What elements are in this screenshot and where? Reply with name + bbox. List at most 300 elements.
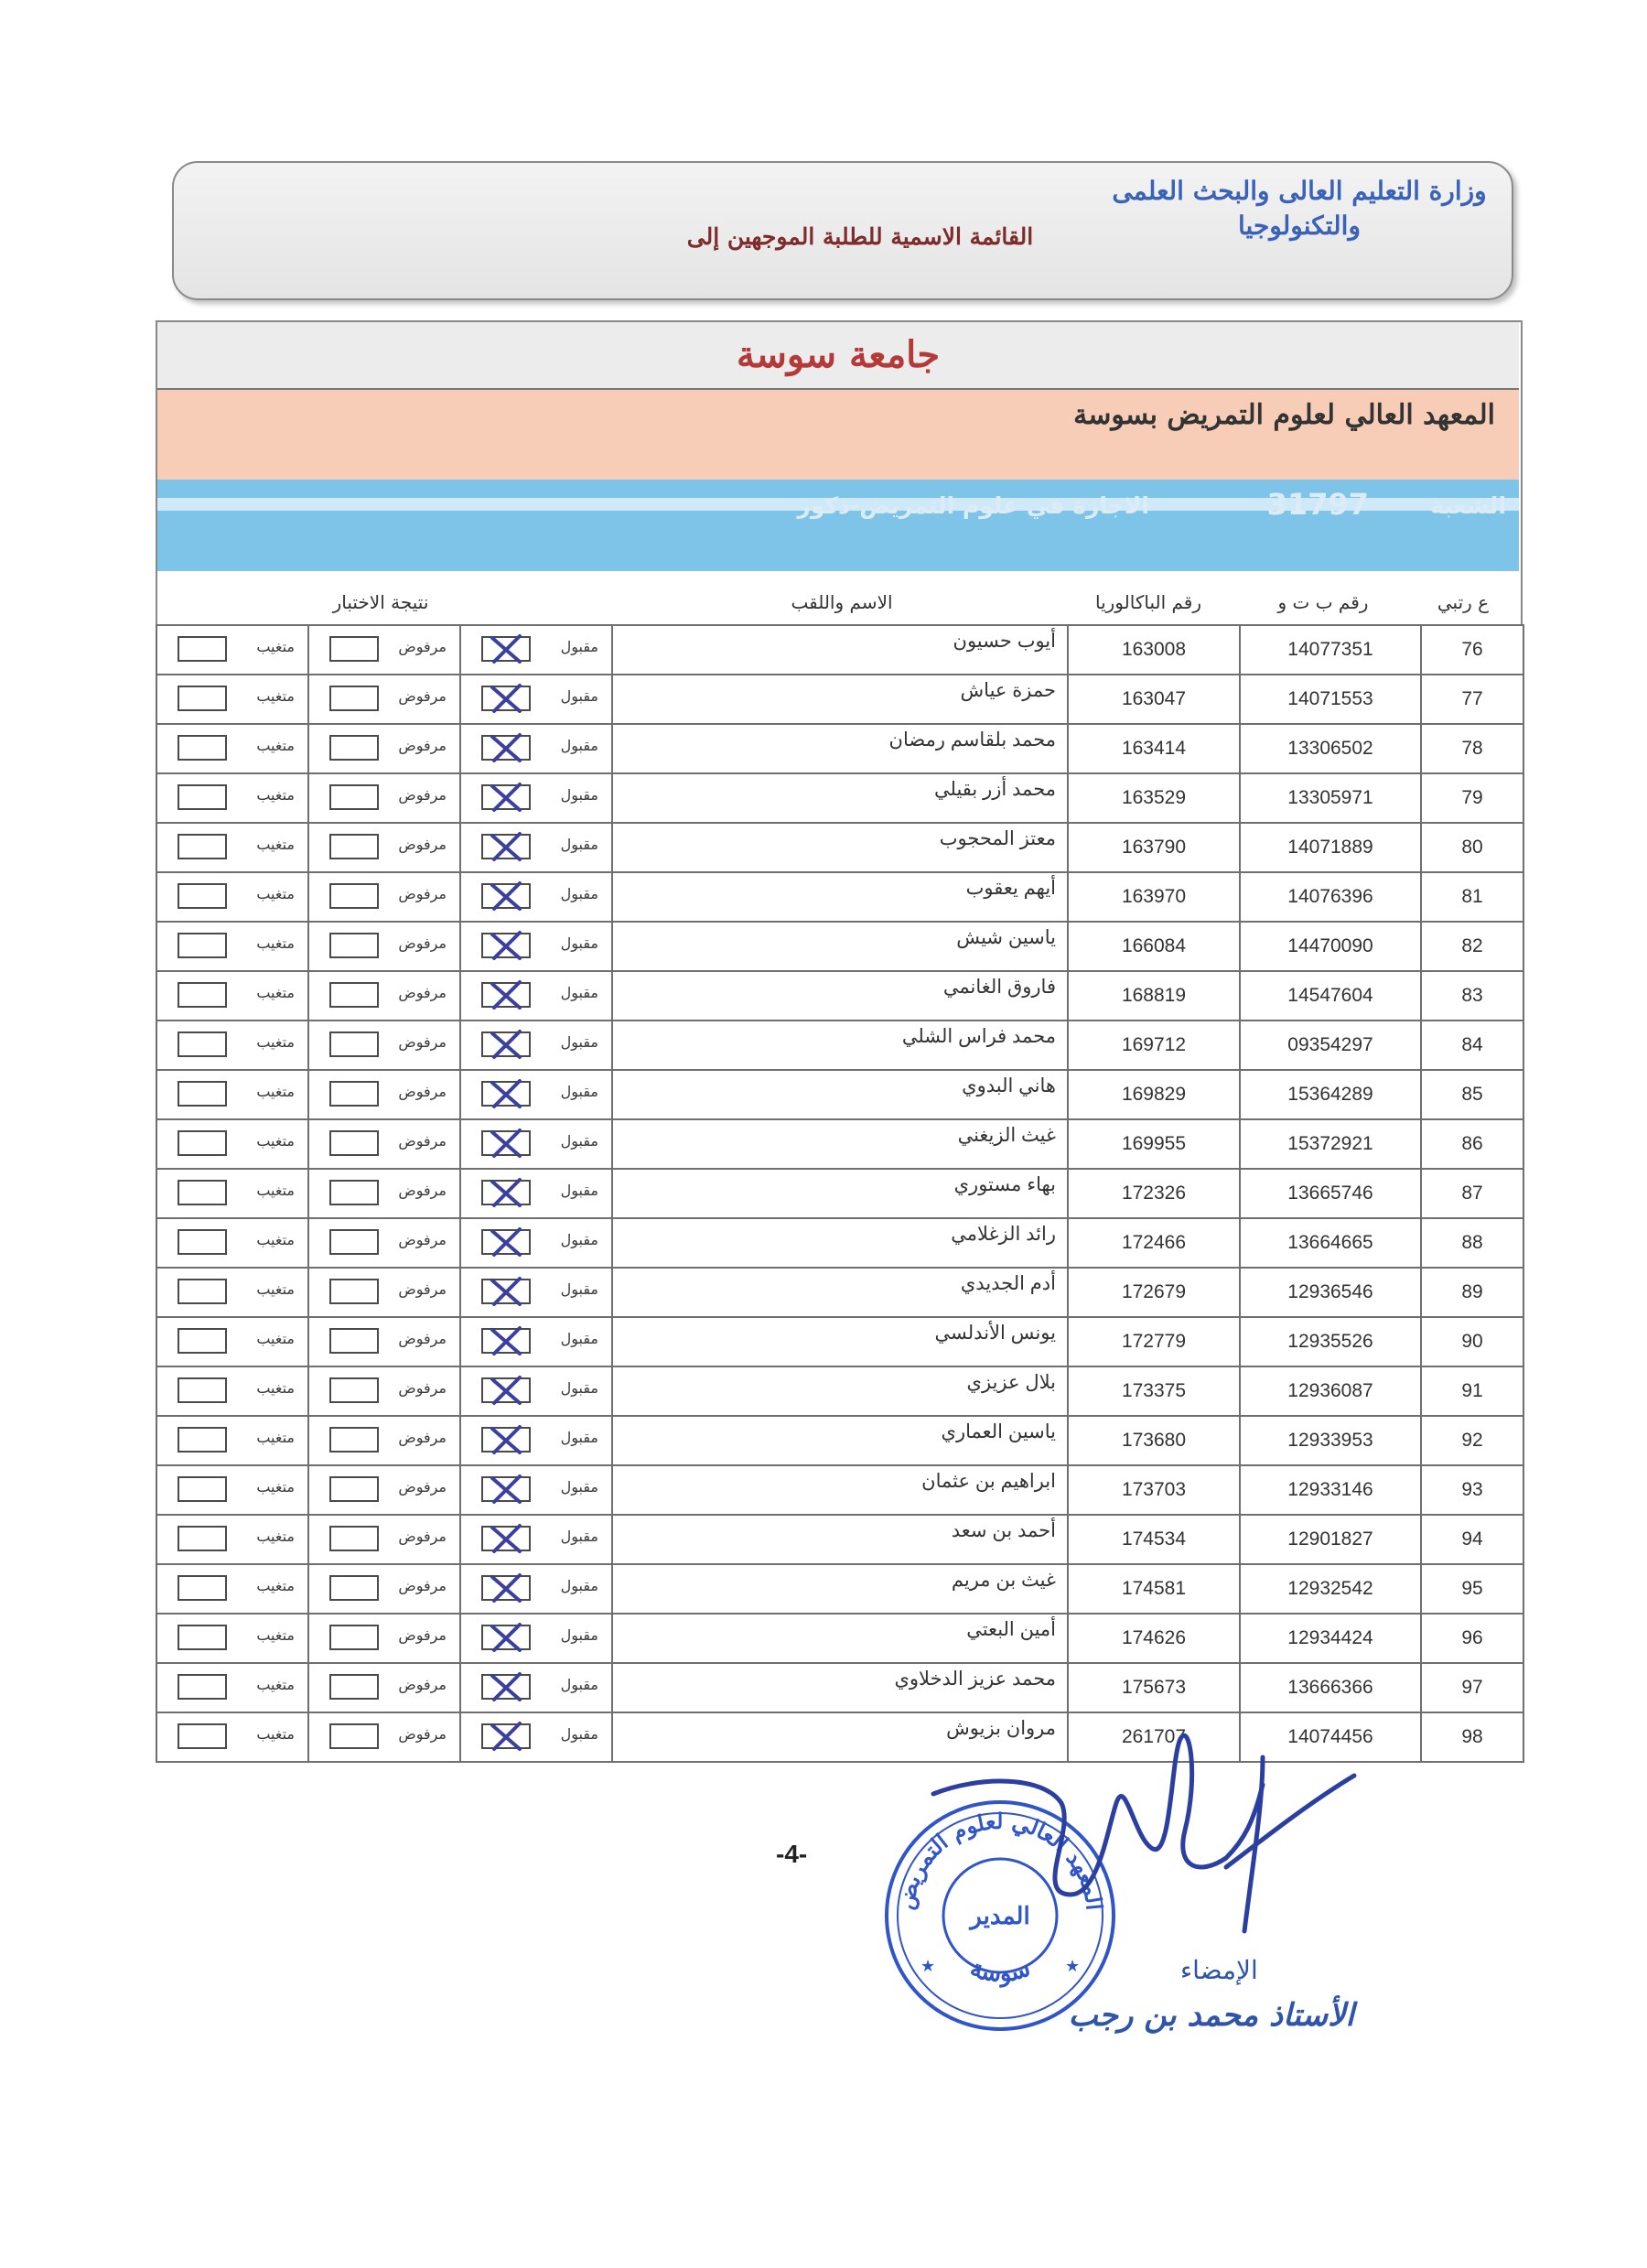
result-accepted-cell bbox=[460, 625, 612, 675]
x-mark-icon bbox=[489, 1374, 525, 1407]
result-rejected-label: مرفوض bbox=[398, 934, 447, 952]
result-accepted-label: مقبول bbox=[560, 687, 598, 705]
rank-cell: 84 bbox=[1421, 1021, 1523, 1070]
result-accepted-checkbox[interactable] bbox=[481, 686, 531, 711]
bac-number-cell: 175673 bbox=[1068, 1663, 1240, 1712]
national-id-cell: 12935526 bbox=[1240, 1317, 1421, 1366]
result-accepted-cell bbox=[460, 922, 612, 971]
x-mark-icon bbox=[489, 1127, 525, 1160]
student-name-cell: أمين البعتي bbox=[612, 1614, 1068, 1663]
x-mark-icon bbox=[489, 632, 525, 665]
student-name-cell: محمد بلقاسم رمضان bbox=[612, 724, 1068, 773]
rank-cell: 80 bbox=[1421, 823, 1523, 872]
result-absent-checkbox[interactable] bbox=[178, 784, 227, 810]
national-id-cell: 12933146 bbox=[1240, 1465, 1421, 1515]
result-absent-checkbox[interactable] bbox=[178, 1081, 227, 1107]
student-name-cell: غيث بن مريم bbox=[612, 1564, 1068, 1614]
result-rejected-cell bbox=[308, 1169, 460, 1218]
result-rejected-checkbox[interactable] bbox=[329, 1526, 379, 1551]
x-mark-icon bbox=[489, 1423, 525, 1456]
list-title: القائمة الاسمية للطلبة الموجهين إلى bbox=[686, 223, 1034, 250]
x-mark-icon bbox=[489, 1028, 525, 1061]
result-rejected-cell bbox=[308, 773, 460, 823]
result-rejected-checkbox[interactable] bbox=[329, 636, 379, 662]
student-name-cell: مروان بزيوش bbox=[612, 1712, 1068, 1762]
result-absent-cell bbox=[156, 1515, 308, 1564]
rank-cell: 97 bbox=[1421, 1663, 1523, 1712]
result-accepted-checkbox[interactable] bbox=[481, 1031, 531, 1057]
result-rejected-label: مرفوض bbox=[398, 1231, 447, 1248]
result-absent-label: متغيب bbox=[256, 934, 295, 952]
national-id-cell: 14071553 bbox=[1240, 675, 1421, 724]
result-accepted-checkbox[interactable] bbox=[481, 1081, 531, 1107]
bac-number-cell: 172679 bbox=[1068, 1268, 1240, 1317]
rank-cell: 98 bbox=[1421, 1712, 1523, 1762]
rank-cell: 78 bbox=[1421, 724, 1523, 773]
result-accepted-cell bbox=[460, 1218, 612, 1268]
student-name-cell: أدم الجديدي bbox=[612, 1268, 1068, 1317]
result-accepted-cell bbox=[460, 1614, 612, 1663]
result-rejected-checkbox[interactable] bbox=[329, 933, 379, 958]
branch-band bbox=[157, 480, 1519, 571]
branch-row bbox=[774, 485, 1506, 522]
x-mark-icon bbox=[489, 929, 525, 962]
result-rejected-checkbox[interactable] bbox=[329, 735, 379, 761]
result-rejected-label: مرفوض bbox=[398, 1083, 447, 1100]
result-absent-label: متغيب bbox=[256, 1182, 295, 1199]
result-absent-checkbox[interactable] bbox=[178, 1674, 227, 1700]
result-absent-checkbox[interactable] bbox=[178, 1427, 227, 1453]
result-rejected-checkbox[interactable] bbox=[329, 1328, 379, 1354]
result-absent-label: متغيب bbox=[256, 885, 295, 902]
result-absent-cell bbox=[156, 1119, 308, 1169]
result-accepted-checkbox[interactable] bbox=[481, 1377, 531, 1403]
institute-band bbox=[157, 390, 1519, 480]
column-header-result: نتيجة الاختبار bbox=[332, 591, 429, 613]
table-row bbox=[156, 1564, 1523, 1614]
result-absent-checkbox[interactable] bbox=[178, 982, 227, 1008]
student-name-cell: أيوب حسيون bbox=[612, 625, 1068, 675]
result-rejected-checkbox[interactable] bbox=[329, 1723, 379, 1749]
result-absent-label: متغيب bbox=[256, 1330, 295, 1347]
result-absent-label: متغيب bbox=[256, 737, 295, 754]
result-rejected-label: مرفوض bbox=[398, 1182, 447, 1199]
stamp-text-top: المعهد العالي لعلوم التمريض bbox=[891, 1807, 1108, 1912]
result-rejected-label: مرفوض bbox=[398, 1528, 447, 1545]
result-accepted-label: مقبول bbox=[560, 737, 598, 754]
result-accepted-cell bbox=[460, 773, 612, 823]
table-row bbox=[156, 1366, 1523, 1416]
result-rejected-cell bbox=[308, 1218, 460, 1268]
result-rejected-checkbox[interactable] bbox=[329, 1427, 379, 1453]
rank-cell: 88 bbox=[1421, 1218, 1523, 1268]
result-absent-cell bbox=[156, 1268, 308, 1317]
result-accepted-cell bbox=[460, 872, 612, 922]
national-id-cell: 13666366 bbox=[1240, 1663, 1421, 1712]
result-absent-checkbox[interactable] bbox=[178, 1476, 227, 1502]
x-mark-icon bbox=[489, 1324, 525, 1357]
result-accepted-checkbox[interactable] bbox=[481, 1279, 531, 1304]
bac-number-cell: 173680 bbox=[1068, 1416, 1240, 1465]
result-absent-cell bbox=[156, 1021, 308, 1070]
result-accepted-label: مقبول bbox=[560, 1577, 598, 1594]
student-name-cell: محمد أزر بقيلي bbox=[612, 773, 1068, 823]
result-rejected-checkbox[interactable] bbox=[329, 1229, 379, 1255]
result-accepted-label: مقبول bbox=[560, 1626, 598, 1644]
rank-cell: 92 bbox=[1421, 1416, 1523, 1465]
result-rejected-cell bbox=[308, 1564, 460, 1614]
student-name-cell: أحمد بن سعد bbox=[612, 1515, 1068, 1564]
stamp-text-bottom: سوسة bbox=[966, 1954, 1034, 1989]
student-name-cell: يونس الأندلسي bbox=[612, 1317, 1068, 1366]
result-accepted-label: مقبول bbox=[560, 885, 598, 902]
result-rejected-cell bbox=[308, 1416, 460, 1465]
result-absent-label: متغيب bbox=[256, 1132, 295, 1150]
result-absent-label: متغيب bbox=[256, 1528, 295, 1545]
x-mark-icon bbox=[489, 1473, 525, 1506]
result-rejected-cell bbox=[308, 625, 460, 675]
national-id-cell: 12901827 bbox=[1240, 1515, 1421, 1564]
result-absent-label: متغيب bbox=[256, 1478, 295, 1496]
result-accepted-cell bbox=[460, 1070, 612, 1119]
result-absent-cell bbox=[156, 1070, 308, 1119]
result-rejected-checkbox[interactable] bbox=[329, 1180, 379, 1205]
result-accepted-checkbox[interactable] bbox=[481, 1229, 531, 1255]
result-absent-cell bbox=[156, 1712, 308, 1762]
result-absent-label: متغيب bbox=[256, 836, 295, 853]
result-rejected-cell bbox=[308, 1268, 460, 1317]
result-absent-label: متغيب bbox=[256, 786, 295, 804]
result-absent-checkbox[interactable] bbox=[178, 735, 227, 761]
result-rejected-label: مرفوض bbox=[398, 1330, 447, 1347]
rank-cell: 77 bbox=[1421, 675, 1523, 724]
result-accepted-checkbox[interactable] bbox=[481, 1575, 531, 1601]
national-id-cell: 14071889 bbox=[1240, 823, 1421, 872]
student-name-cell: ياسين شيش bbox=[612, 922, 1068, 971]
x-mark-icon bbox=[489, 731, 525, 764]
result-absent-cell bbox=[156, 922, 308, 971]
result-absent-label: متغيب bbox=[256, 1429, 295, 1446]
result-accepted-checkbox[interactable] bbox=[481, 1625, 531, 1650]
result-accepted-checkbox[interactable] bbox=[481, 1674, 531, 1700]
branch-code: 31797 bbox=[1266, 487, 1369, 522]
result-absent-label: متغيب bbox=[256, 984, 295, 1001]
result-absent-checkbox[interactable] bbox=[178, 1625, 227, 1650]
result-rejected-label: مرفوض bbox=[398, 836, 447, 853]
table-row bbox=[156, 625, 1523, 675]
result-accepted-checkbox[interactable] bbox=[481, 1130, 531, 1156]
result-absent-cell bbox=[156, 823, 308, 872]
bac-number-cell: 163414 bbox=[1068, 724, 1240, 773]
ministry-line-2: والتكنولوجيا bbox=[1238, 211, 1361, 241]
result-rejected-checkbox[interactable] bbox=[329, 686, 379, 711]
bac-number-cell: 261707 bbox=[1068, 1712, 1240, 1762]
national-id-cell: 12936087 bbox=[1240, 1366, 1421, 1416]
branch-label: الشعبة bbox=[1430, 492, 1506, 519]
result-absent-checkbox[interactable] bbox=[178, 636, 227, 662]
result-rejected-checkbox[interactable] bbox=[329, 1279, 379, 1304]
national-id-cell: 14547604 bbox=[1240, 971, 1421, 1021]
table-row bbox=[156, 922, 1523, 971]
x-mark-icon bbox=[489, 1670, 525, 1703]
result-accepted-label: مقبول bbox=[560, 1676, 598, 1693]
table-row bbox=[156, 1614, 1523, 1663]
national-id-cell: 15364289 bbox=[1240, 1070, 1421, 1119]
result-accepted-checkbox[interactable] bbox=[481, 1723, 531, 1749]
result-accepted-label: مقبول bbox=[560, 1429, 598, 1446]
table-row bbox=[156, 773, 1523, 823]
result-accepted-checkbox[interactable] bbox=[481, 1180, 531, 1205]
table-row bbox=[156, 971, 1523, 1021]
x-mark-icon bbox=[489, 781, 525, 814]
result-absent-checkbox[interactable] bbox=[178, 1377, 227, 1403]
result-accepted-checkbox[interactable] bbox=[481, 834, 531, 859]
bac-number-cell: 166084 bbox=[1068, 922, 1240, 971]
student-name-cell: ابراهيم بن عثمان bbox=[612, 1465, 1068, 1515]
result-absent-cell bbox=[156, 872, 308, 922]
table-row bbox=[156, 1317, 1523, 1366]
result-rejected-checkbox[interactable] bbox=[329, 1625, 379, 1650]
result-rejected-cell bbox=[308, 1614, 460, 1663]
result-accepted-checkbox[interactable] bbox=[481, 1526, 531, 1551]
result-absent-label: متغيب bbox=[256, 1676, 295, 1693]
result-rejected-checkbox[interactable] bbox=[329, 784, 379, 810]
result-accepted-cell bbox=[460, 971, 612, 1021]
national-id-cell: 14077351 bbox=[1240, 625, 1421, 675]
result-absent-cell bbox=[156, 1416, 308, 1465]
result-rejected-checkbox[interactable] bbox=[329, 1031, 379, 1057]
ministry-line-1: وزارة التعليم العالى والبحث العلمى bbox=[1112, 176, 1487, 206]
result-rejected-label: مرفوض bbox=[398, 984, 447, 1001]
bac-number-cell: 173375 bbox=[1068, 1366, 1240, 1416]
result-rejected-cell bbox=[308, 971, 460, 1021]
result-accepted-label: مقبول bbox=[560, 1379, 598, 1397]
result-rejected-checkbox[interactable] bbox=[329, 982, 379, 1008]
result-accepted-checkbox[interactable] bbox=[481, 1476, 531, 1502]
result-absent-cell bbox=[156, 1465, 308, 1515]
rank-cell: 87 bbox=[1421, 1169, 1523, 1218]
svg-text:★: ★ bbox=[920, 1957, 936, 1976]
result-absent-cell bbox=[156, 1564, 308, 1614]
result-rejected-cell bbox=[308, 724, 460, 773]
student-name-cell: أيهم يعقوب bbox=[612, 872, 1068, 922]
result-accepted-checkbox[interactable] bbox=[481, 883, 531, 909]
bac-number-cell: 172779 bbox=[1068, 1317, 1240, 1366]
result-absent-cell bbox=[156, 1317, 308, 1366]
table-row bbox=[156, 675, 1523, 724]
header-box bbox=[172, 161, 1513, 300]
result-accepted-checkbox[interactable] bbox=[481, 636, 531, 662]
result-accepted-checkbox[interactable] bbox=[481, 735, 531, 761]
result-rejected-checkbox[interactable] bbox=[329, 1081, 379, 1107]
rank-cell: 83 bbox=[1421, 971, 1523, 1021]
institute-name: المعهد العالي لعلوم التمريض بسوسة bbox=[1073, 399, 1495, 431]
national-id-cell: 09354297 bbox=[1240, 1021, 1421, 1070]
bac-number-cell: 163790 bbox=[1068, 823, 1240, 872]
result-accepted-cell bbox=[460, 1564, 612, 1614]
table-row bbox=[156, 823, 1523, 872]
table-row bbox=[156, 1663, 1523, 1712]
x-mark-icon bbox=[489, 1226, 525, 1258]
rank-cell: 94 bbox=[1421, 1515, 1523, 1564]
result-absent-cell bbox=[156, 1218, 308, 1268]
result-accepted-label: مقبول bbox=[560, 1083, 598, 1100]
column-header-bac-number: رقم الباكالوريا bbox=[1094, 591, 1202, 613]
result-rejected-label: مرفوض bbox=[398, 1379, 447, 1397]
result-accepted-label: مقبول bbox=[560, 638, 598, 655]
national-id-cell: 14470090 bbox=[1240, 922, 1421, 971]
result-absent-checkbox[interactable] bbox=[178, 1130, 227, 1156]
result-rejected-label: مرفوض bbox=[398, 638, 447, 655]
branch-name: الاجازة في علوم التمريض-ذكور bbox=[797, 492, 1149, 519]
result-accepted-checkbox[interactable] bbox=[481, 933, 531, 958]
bac-number-cell: 163047 bbox=[1068, 675, 1240, 724]
result-accepted-checkbox[interactable] bbox=[481, 1328, 531, 1354]
student-name-cell: بلال عزيزي bbox=[612, 1366, 1068, 1416]
result-absent-checkbox[interactable] bbox=[178, 1279, 227, 1304]
rank-cell: 81 bbox=[1421, 872, 1523, 922]
column-header-rank: ع رتبي bbox=[1437, 591, 1490, 613]
national-id-cell: 13665746 bbox=[1240, 1169, 1421, 1218]
result-accepted-label: مقبول bbox=[560, 1725, 598, 1743]
x-mark-icon bbox=[489, 1275, 525, 1308]
result-accepted-label: مقبول bbox=[560, 1033, 598, 1051]
result-absent-checkbox[interactable] bbox=[178, 883, 227, 909]
result-rejected-cell bbox=[308, 1465, 460, 1515]
result-rejected-checkbox[interactable] bbox=[329, 1476, 379, 1502]
national-id-cell: 12934424 bbox=[1240, 1614, 1421, 1663]
result-accepted-cell bbox=[460, 1366, 612, 1416]
result-accepted-cell bbox=[460, 1169, 612, 1218]
result-absent-cell bbox=[156, 1614, 308, 1663]
bac-number-cell: 163008 bbox=[1068, 625, 1240, 675]
result-rejected-label: مرفوض bbox=[398, 1280, 447, 1298]
national-id-cell: 12936546 bbox=[1240, 1268, 1421, 1317]
bac-number-cell: 174534 bbox=[1068, 1515, 1240, 1564]
result-accepted-label: مقبول bbox=[560, 786, 598, 804]
bac-number-cell: 169829 bbox=[1068, 1070, 1240, 1119]
national-id-cell: 12933953 bbox=[1240, 1416, 1421, 1465]
svg-text:★: ★ bbox=[1065, 1957, 1081, 1976]
x-mark-icon bbox=[489, 1176, 525, 1209]
x-mark-icon bbox=[489, 1077, 525, 1110]
result-rejected-label: مرفوض bbox=[398, 1132, 447, 1150]
result-accepted-checkbox[interactable] bbox=[481, 982, 531, 1008]
result-absent-cell bbox=[156, 724, 308, 773]
student-name-cell: ياسين العماري bbox=[612, 1416, 1068, 1465]
x-mark-icon bbox=[489, 1621, 525, 1654]
bac-number-cell: 172466 bbox=[1068, 1218, 1240, 1268]
column-header-name: الاسم واللقب bbox=[791, 591, 893, 613]
rank-cell: 76 bbox=[1421, 625, 1523, 675]
result-absent-checkbox[interactable] bbox=[178, 1031, 227, 1057]
result-accepted-label: مقبول bbox=[560, 1280, 598, 1298]
result-accepted-cell bbox=[460, 724, 612, 773]
result-absent-label: متغيب bbox=[256, 1577, 295, 1594]
result-absent-checkbox[interactable] bbox=[178, 1180, 227, 1205]
result-absent-checkbox[interactable] bbox=[178, 933, 227, 958]
result-accepted-cell bbox=[460, 823, 612, 872]
rank-cell: 89 bbox=[1421, 1268, 1523, 1317]
svg-text:سوسة bbox=[966, 1954, 1034, 1988]
result-absent-label: متغيب bbox=[256, 1725, 295, 1743]
result-rejected-cell bbox=[308, 922, 460, 971]
rank-cell: 95 bbox=[1421, 1564, 1523, 1614]
result-absent-checkbox[interactable] bbox=[178, 686, 227, 711]
result-accepted-label: مقبول bbox=[560, 836, 598, 853]
result-rejected-cell bbox=[308, 823, 460, 872]
result-absent-cell bbox=[156, 675, 308, 724]
result-rejected-checkbox[interactable] bbox=[329, 834, 379, 859]
result-rejected-label: مرفوض bbox=[398, 1577, 447, 1594]
result-absent-label: متغيب bbox=[256, 1231, 295, 1248]
result-absent-checkbox[interactable] bbox=[178, 1723, 227, 1749]
students-table bbox=[156, 624, 1524, 1763]
x-mark-icon bbox=[489, 880, 525, 913]
national-id-cell: 13306502 bbox=[1240, 724, 1421, 773]
result-rejected-checkbox[interactable] bbox=[329, 883, 379, 909]
national-id-cell: 15372921 bbox=[1240, 1119, 1421, 1169]
result-accepted-checkbox[interactable] bbox=[481, 784, 531, 810]
student-name-cell: فاروق الغانمي bbox=[612, 971, 1068, 1021]
result-absent-label: متغيب bbox=[256, 1033, 295, 1051]
result-rejected-label: مرفوض bbox=[398, 1725, 447, 1743]
result-absent-checkbox[interactable] bbox=[178, 1575, 227, 1601]
result-absent-checkbox[interactable] bbox=[178, 1526, 227, 1551]
result-accepted-label: مقبول bbox=[560, 984, 598, 1001]
result-rejected-cell bbox=[308, 1663, 460, 1712]
student-name-cell: رائد الزغلامي bbox=[612, 1218, 1068, 1268]
result-rejected-cell bbox=[308, 1317, 460, 1366]
result-rejected-checkbox[interactable] bbox=[329, 1575, 379, 1601]
result-accepted-cell bbox=[460, 1119, 612, 1169]
table-row bbox=[156, 1268, 1523, 1317]
result-rejected-label: مرفوض bbox=[398, 1478, 447, 1496]
page-number: -4- bbox=[776, 1840, 808, 1868]
bac-number-cell: 169955 bbox=[1068, 1119, 1240, 1169]
result-absent-checkbox[interactable] bbox=[178, 1229, 227, 1255]
result-rejected-checkbox[interactable] bbox=[329, 1130, 379, 1156]
result-rejected-label: مرفوض bbox=[398, 786, 447, 804]
university-name: جامعة سوسة bbox=[157, 322, 1519, 390]
stamp-text-center: المدير bbox=[970, 1903, 1030, 1930]
table-row bbox=[156, 1119, 1523, 1169]
result-accepted-cell bbox=[460, 1712, 612, 1762]
director-name: الأستاذ محمد بن رجب bbox=[1068, 1997, 1354, 2034]
result-absent-checkbox[interactable] bbox=[178, 1328, 227, 1354]
bac-number-cell: 174581 bbox=[1068, 1564, 1240, 1614]
result-rejected-label: مرفوض bbox=[398, 687, 447, 705]
result-absent-checkbox[interactable] bbox=[178, 834, 227, 859]
table-row bbox=[156, 1070, 1523, 1119]
result-absent-cell bbox=[156, 625, 308, 675]
x-mark-icon bbox=[489, 830, 525, 863]
result-accepted-checkbox[interactable] bbox=[481, 1427, 531, 1453]
table-row bbox=[156, 1169, 1523, 1218]
result-rejected-checkbox[interactable] bbox=[329, 1674, 379, 1700]
result-rejected-cell bbox=[308, 1119, 460, 1169]
result-absent-label: متغيب bbox=[256, 687, 295, 705]
bac-number-cell: 173703 bbox=[1068, 1465, 1240, 1515]
x-mark-icon bbox=[489, 1522, 525, 1555]
result-accepted-label: مقبول bbox=[560, 1182, 598, 1199]
result-accepted-cell bbox=[460, 1268, 612, 1317]
result-rejected-checkbox[interactable] bbox=[329, 1377, 379, 1403]
result-rejected-label: مرفوض bbox=[398, 1676, 447, 1693]
national-id-cell: 14076396 bbox=[1240, 872, 1421, 922]
result-absent-cell bbox=[156, 1169, 308, 1218]
result-absent-label: متغيب bbox=[256, 638, 295, 655]
